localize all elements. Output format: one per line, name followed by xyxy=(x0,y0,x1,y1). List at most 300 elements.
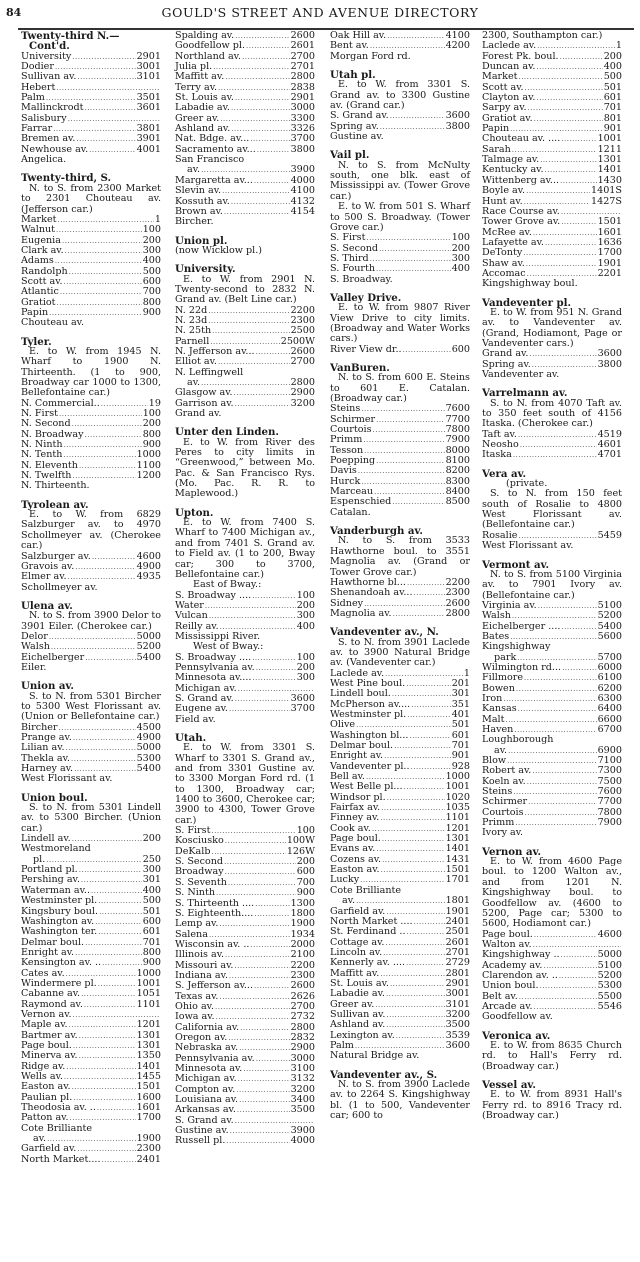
leader-dots xyxy=(98,979,136,989)
leader-dots xyxy=(211,826,295,836)
street-description xyxy=(330,638,470,669)
house-number: 301 xyxy=(451,688,470,700)
cross-street-name: Clayton av. xyxy=(482,92,536,104)
leader-dots xyxy=(376,415,444,425)
house-number: 2901 xyxy=(136,50,161,62)
leader-dots xyxy=(390,111,445,121)
house-number: 3901 xyxy=(136,133,161,145)
cross-street-name: Maple av. xyxy=(21,1019,68,1031)
cross-street-name: Bent av. xyxy=(330,40,369,52)
cross-street-name: West Pine boul. xyxy=(330,677,406,689)
street-description-text: N. to S. from 5100 Virginia av. to 7901 Ivory av. (Bellefontaine car.) xyxy=(482,568,622,601)
cross-street-name: Newhouse av. xyxy=(21,143,89,155)
leader-dots xyxy=(246,41,290,51)
house-number: 3500 xyxy=(290,1104,315,1116)
leader-dots xyxy=(237,1105,290,1115)
leader-dots xyxy=(73,733,136,743)
house-number: 3100 xyxy=(290,1063,315,1074)
leader-dots xyxy=(225,72,289,82)
cross-street-name: North Market .... xyxy=(330,915,413,927)
cross-street-row xyxy=(21,663,161,673)
leader-dots xyxy=(243,1064,289,1074)
cross-street-row xyxy=(21,256,161,266)
house-number: 928 xyxy=(451,760,470,772)
cross-street-row xyxy=(482,217,622,227)
cross-street-name: Lemp av. xyxy=(175,918,219,930)
house-number: 900 xyxy=(142,306,161,318)
house-number: 1001 xyxy=(597,133,622,145)
cross-street-name: Slevin av. xyxy=(175,185,222,197)
leader-dots xyxy=(406,958,445,968)
cross-street-name: Gratiot av. xyxy=(482,112,533,124)
leader-dots xyxy=(208,316,289,326)
house-number: 1301 xyxy=(136,1039,161,1051)
street-description-text: S. to N. from 5301 Bircher to 5300 West Florissant av. (Union or Bellefontaine car.) xyxy=(21,690,161,723)
street-entry xyxy=(21,337,161,492)
leader-dots xyxy=(225,836,286,846)
cross-street-name: Marceau xyxy=(330,486,374,498)
house-number: 19 xyxy=(148,397,161,409)
cross-street-name: Goodfellow av. xyxy=(482,1011,553,1023)
cross-street-name: Nebraska av. xyxy=(175,1042,239,1054)
leader-dots xyxy=(205,601,296,611)
street-entry xyxy=(330,70,470,142)
leader-dots xyxy=(92,552,136,562)
leader-dots xyxy=(56,225,142,235)
street-description xyxy=(482,570,622,601)
leader-dots xyxy=(252,673,295,683)
leader-dots xyxy=(386,1010,444,1020)
house-number: 1000 xyxy=(445,771,470,783)
cross-street-name: Boyle av. xyxy=(482,185,526,197)
directory-column-3 xyxy=(330,31,470,1129)
cross-street-name: Bremen av. xyxy=(21,133,76,145)
house-number: 1350 xyxy=(136,1050,161,1062)
house-number: 4600 xyxy=(597,928,622,940)
cross-street-name: Garfield av. xyxy=(21,1143,77,1155)
cross-street-name: Sullivan av. xyxy=(330,1008,386,1020)
leader-dots xyxy=(220,992,290,1002)
leader-dots xyxy=(403,345,451,355)
house-number: 3200 xyxy=(290,1083,315,1095)
cross-street-name: Dodier xyxy=(21,61,54,73)
street-description-text: S. to N. from 4070 Taft av. to 350 feet south of 4156 Itaska. (Cherokee car.) xyxy=(482,397,622,430)
house-number: 1636 xyxy=(597,236,622,248)
cross-street-row xyxy=(482,611,622,621)
street-description xyxy=(482,857,622,929)
cross-street-name: Ivory av. xyxy=(482,827,524,839)
street-heading: Utah. xyxy=(175,732,207,744)
leader-dots xyxy=(231,103,290,113)
cross-street-name: Taft av. xyxy=(482,428,517,440)
leader-dots xyxy=(540,981,597,991)
leader-dots xyxy=(385,938,444,948)
leader-dots xyxy=(386,989,445,999)
leader-dots xyxy=(409,731,450,741)
house-number: 2601 xyxy=(445,936,470,948)
leader-dots xyxy=(370,254,451,264)
street-description-text: N. to S. from 3533 Hawthorne boul. to 3551 Magnolia av. (Grand or Tower Grove car.) xyxy=(330,535,470,578)
cross-street-name: Kingshighway boul. xyxy=(482,278,578,290)
cross-street-name: West Florissant av. xyxy=(21,773,113,785)
street-heading: Tyrolean av. xyxy=(21,498,89,511)
house-number: 500 xyxy=(603,71,622,83)
cross-street-name: Clark av. xyxy=(21,244,64,256)
cross-street-row xyxy=(21,481,161,491)
cross-street-name: Kossuth av. xyxy=(175,195,230,207)
directory-column-1 xyxy=(21,31,161,1173)
street-heading: Vandeventer av., N. xyxy=(330,626,439,639)
cross-street-name: Virginia av. xyxy=(482,599,537,611)
house-number: 5100 xyxy=(597,599,622,611)
street-description xyxy=(175,743,315,826)
leader-dots xyxy=(375,1000,444,1010)
house-number: 600 xyxy=(451,343,470,355)
cross-street-name: St. Louis av. xyxy=(175,92,234,104)
leader-dots xyxy=(215,1002,290,1012)
street-description xyxy=(175,275,315,306)
cross-street-name: Garrison av. xyxy=(175,397,234,409)
house-number: 400 xyxy=(142,255,161,267)
cross-street-name: Lincoln av. xyxy=(330,946,383,958)
leader-dots xyxy=(561,622,596,632)
house-number: 800 xyxy=(142,296,161,308)
leader-dots xyxy=(225,867,296,877)
cross-street-name: Eichelberger xyxy=(21,651,85,663)
cross-street-name: Westminster pl. xyxy=(330,708,407,720)
street-description xyxy=(21,611,161,632)
leader-dots xyxy=(390,979,445,989)
house-number: 3800 xyxy=(290,143,315,155)
house-number: 8000 xyxy=(445,444,470,456)
street-heading: Valley Drive. xyxy=(330,291,402,304)
cross-street-name: Steins xyxy=(330,403,361,415)
cross-street-name: Greer av. xyxy=(175,112,220,124)
cross-street-name: Wilmington rd... xyxy=(482,661,562,673)
house-number: 200 xyxy=(451,242,470,254)
cross-street-name: Salena xyxy=(175,928,208,940)
cross-street-name: Elliot av. xyxy=(175,356,217,368)
house-number: 351 xyxy=(451,698,470,710)
cross-street-name: Scott av. xyxy=(21,275,63,287)
cross-street-name: Morgan Ford rd. xyxy=(330,50,411,62)
cross-street-row xyxy=(175,611,315,621)
cross-street-name: S. Broadway .... xyxy=(175,651,252,663)
street-description-text: E. to W. from 501 S. Wharf to 500 S. Broadway. (Tower Grove car.) xyxy=(330,201,470,233)
house-number: 600 xyxy=(142,275,161,287)
cross-street-name: av. xyxy=(494,744,508,756)
cross-street-name: Shenandoah av... xyxy=(330,587,413,599)
cross-street-row xyxy=(330,588,470,598)
leader-dots xyxy=(380,969,444,979)
leader-dots xyxy=(525,83,603,93)
leader-dots xyxy=(376,264,451,274)
house-number: 100 xyxy=(142,224,161,236)
leader-dots xyxy=(75,562,135,572)
cross-street-name: Greer av. xyxy=(330,998,375,1010)
cross-street-name: N. Eleventh xyxy=(21,459,78,471)
cross-street-row xyxy=(175,919,315,929)
leader-dots xyxy=(381,803,444,813)
house-number: 2600 xyxy=(290,980,315,992)
cross-street-name: Theodosia av. .. xyxy=(21,1102,96,1114)
house-number: 3600 xyxy=(445,1039,470,1051)
cross-street-name: Courtois xyxy=(482,806,524,818)
cross-street-name: Randolph xyxy=(21,265,68,277)
house-number: 100W xyxy=(286,835,315,847)
house-number: 1430 xyxy=(597,174,622,186)
house-number: 3600 xyxy=(445,110,470,122)
house-number: 2300 xyxy=(290,314,315,326)
cross-street-name: Wittenberg av... xyxy=(482,174,560,186)
street-heading: Vandeventer pl. xyxy=(482,296,572,309)
cross-street-name: Loughborough xyxy=(482,734,554,746)
leader-dots xyxy=(59,409,142,419)
leader-dots xyxy=(358,466,445,476)
cross-street-name: av. xyxy=(187,377,201,388)
leader-dots xyxy=(380,813,444,823)
cross-street-name: N. 25th xyxy=(175,325,212,337)
street-description-text: N. to S. from McNulty south, one blk. east of Mississippi av. (Tower Grove car.) xyxy=(330,159,470,202)
street-heading: Vermont av. xyxy=(482,558,550,571)
cross-street-name: av. xyxy=(342,895,356,907)
leader-dots xyxy=(238,1074,290,1084)
cross-street-row xyxy=(330,275,470,285)
street-description xyxy=(175,518,315,580)
cross-street-name: Duncan av. xyxy=(482,61,536,73)
cross-street-name: DeTonty xyxy=(482,247,523,259)
house-number: 7900 xyxy=(597,817,622,829)
house-number: 3326 xyxy=(290,123,315,135)
house-number: 3600 xyxy=(597,348,622,360)
leader-dots xyxy=(534,114,603,124)
house-number: 2626 xyxy=(290,990,315,1002)
house-number: 900 xyxy=(142,439,161,451)
cross-street-row xyxy=(330,508,470,518)
leader-dots xyxy=(528,103,603,113)
cross-street-row xyxy=(21,958,161,968)
house-number: 200 xyxy=(296,856,315,868)
leader-dots xyxy=(84,1000,136,1010)
house-number: 3601 xyxy=(136,102,161,114)
leader-dots xyxy=(508,746,597,756)
house-number: 7600 xyxy=(597,786,622,798)
street-heading: Union boul. xyxy=(21,791,88,804)
cross-street-name: Washington bl... xyxy=(330,729,409,741)
cross-street-name: Windermere pl. xyxy=(21,977,97,989)
leader-dots xyxy=(98,896,141,906)
house-number: 701 xyxy=(451,740,470,751)
house-number: 1301 xyxy=(445,833,470,845)
cross-street-row xyxy=(21,225,161,235)
leader-dots xyxy=(69,267,142,277)
street-heading: Unter den Linden. xyxy=(175,426,279,439)
leader-dots xyxy=(364,446,444,456)
house-number: 1900 xyxy=(136,1133,161,1145)
cross-street-name: Grand av. xyxy=(175,408,222,420)
house-number: 2701 xyxy=(445,946,470,958)
house-number: 5400 xyxy=(597,620,622,632)
house-number: 4900 xyxy=(136,560,161,572)
house-number: 2401 xyxy=(445,915,470,927)
cross-street-name: Palm xyxy=(330,1039,354,1051)
leader-dots xyxy=(561,217,596,227)
street-heading: Varrelmann av. xyxy=(482,387,568,400)
house-number: 4000 xyxy=(290,1135,315,1147)
cross-street-name: N. Ninth xyxy=(21,439,63,451)
cross-street-name: Indiana av. xyxy=(175,969,228,981)
street-description-text: E. to W. from 6829 Salzburger av. to 4970 Schollmeyer av. (Cherokee car.) xyxy=(21,509,161,552)
house-number: 1401 xyxy=(445,843,470,855)
leader-dots xyxy=(363,435,444,445)
cross-street-row xyxy=(175,888,315,898)
cross-street-row xyxy=(21,583,161,593)
leader-dots xyxy=(250,940,289,950)
cross-street-name: Sullivan av. xyxy=(21,71,77,83)
cross-street-name: S. Grand av. xyxy=(175,1114,234,1126)
cross-street-name: Sidney xyxy=(330,597,364,609)
cross-street-name: Atlantic xyxy=(21,286,59,298)
house-number: 2500 xyxy=(290,325,315,337)
cross-street-name: Tower Grove av. xyxy=(482,216,561,228)
cross-street-name: Salisbury xyxy=(21,112,67,124)
leader-dots xyxy=(526,259,597,269)
cross-street-name: Lindell boul. xyxy=(330,688,391,700)
house-number: 201 xyxy=(451,677,470,689)
house-number: 1211 xyxy=(597,143,622,155)
cross-street-name: Thekla av. xyxy=(21,752,70,764)
cross-street-name: N. Broadway xyxy=(21,428,84,440)
cross-street-row xyxy=(482,370,622,380)
cross-street-name: Julia pl. xyxy=(175,61,213,73)
cross-street-name: San Francisco xyxy=(175,154,245,166)
cross-street-row xyxy=(482,450,622,460)
leader-dots xyxy=(68,572,136,582)
house-number: 5459 xyxy=(597,529,622,541)
cross-street-name: Wisconsin av. .. xyxy=(175,938,250,950)
house-number: 700 xyxy=(296,876,315,888)
cross-street-name: Vandeventer av. xyxy=(482,369,560,380)
cross-street-name: Market xyxy=(21,213,57,225)
house-number: 1601 xyxy=(597,226,622,238)
cross-street-name: Patton av. xyxy=(21,1112,69,1124)
leader-dots xyxy=(393,609,445,619)
cross-street-name: Nat. Bdge. av... xyxy=(175,133,250,145)
house-number: 6100 xyxy=(597,672,622,684)
leader-dots xyxy=(505,715,596,725)
cross-street-row xyxy=(175,1136,315,1146)
leader-dots xyxy=(387,31,444,41)
cross-street-name: Espenschied xyxy=(330,496,392,508)
cross-street-name: Lafayette av. xyxy=(482,236,544,248)
street-entry xyxy=(482,31,622,290)
cross-street-row xyxy=(482,186,622,196)
cross-street-name: Spalding av. xyxy=(175,30,235,41)
leader-dots xyxy=(396,1031,445,1041)
house-number: 3500 xyxy=(445,1019,470,1031)
cross-street-name: Iron xyxy=(482,692,503,704)
leader-dots xyxy=(559,971,597,981)
leader-dots xyxy=(235,93,290,103)
leader-dots xyxy=(236,1085,289,1095)
cross-street-row xyxy=(175,950,315,960)
house-number: 301 xyxy=(142,874,161,886)
leader-dots xyxy=(79,865,142,875)
house-number: 2732 xyxy=(290,1011,315,1023)
street-heading: Vandeventer av., S. xyxy=(330,1068,438,1081)
cross-street-name: Illinois av. xyxy=(175,949,225,961)
cross-street-name: Union boul. xyxy=(482,980,539,992)
house-number: 2000 xyxy=(290,938,315,950)
cross-street-name: Delor xyxy=(21,630,48,642)
street-description-text: E. to W. from 8931 Hall's Ferry rd. to 8916 Tracy rd. (Broadway car.) xyxy=(482,1089,622,1122)
cross-street-name: Papin xyxy=(482,123,510,135)
cross-street-name: Walsh xyxy=(21,641,50,653)
cross-street-name: N. 22d xyxy=(175,304,208,316)
house-number: 900 xyxy=(142,957,161,969)
street-entry xyxy=(482,847,622,1023)
house-number: 2200 xyxy=(290,304,315,316)
cross-street-name: Lucky xyxy=(330,874,360,886)
leader-dots xyxy=(394,741,451,751)
leader-dots xyxy=(254,981,290,991)
leader-dots xyxy=(99,907,142,917)
house-number: 1700 xyxy=(597,247,622,259)
cross-street-name: Lindell av. xyxy=(21,833,71,845)
house-number: 2801 xyxy=(445,967,470,979)
leader-dots xyxy=(372,824,445,834)
cross-street-name: Page boul. xyxy=(21,1039,72,1051)
cross-street-name: Shaw av. xyxy=(482,257,525,269)
cross-street-name: Gustine av. xyxy=(330,131,384,143)
leader-dots xyxy=(220,114,289,124)
house-number: 3132 xyxy=(290,1073,315,1085)
cross-street-row xyxy=(330,132,470,142)
cross-street-name: Magnolia av. xyxy=(330,607,392,619)
leader-dots xyxy=(513,450,597,460)
street-description xyxy=(482,1041,622,1072)
cross-street-name: Portland pl. xyxy=(21,864,78,876)
house-number: 5100 xyxy=(597,959,622,971)
cross-street-name: Lilian av. xyxy=(21,742,65,754)
cross-street-name: Cook av. xyxy=(330,822,371,834)
cross-street-name: Missouri av. xyxy=(175,959,234,971)
house-number: 1700 xyxy=(136,1112,161,1124)
cross-street-name: Tesson xyxy=(330,444,364,456)
house-number: 200 xyxy=(142,234,161,246)
street-description-text: E. to W. from 8635 Church rd. to Hall's Ferry rd. (Broadway car.) xyxy=(482,1039,622,1072)
cross-street-name: Talmage av. xyxy=(482,154,540,166)
leader-dots xyxy=(89,145,135,155)
house-number: 5300 xyxy=(597,980,622,992)
street-entry xyxy=(482,560,622,839)
cross-street-name: Sarah xyxy=(482,143,511,155)
cross-street-name: Courtois xyxy=(330,424,372,436)
house-number: 300 xyxy=(451,252,470,264)
cross-street-name: Raymond av. xyxy=(21,998,83,1010)
house-number: 7700 xyxy=(445,413,470,425)
house-number: 4001 xyxy=(136,143,161,155)
cross-street-name: Hawthorne bl... xyxy=(330,576,406,588)
cross-street-name: Finney av. xyxy=(330,812,380,824)
house-number: 3001 xyxy=(445,988,470,1000)
house-number: 1301 xyxy=(136,1029,161,1041)
street-description: (now Wicklow pl.) xyxy=(175,244,263,256)
cross-street-name: Spring av. xyxy=(330,120,379,132)
house-number: 100 xyxy=(451,232,470,244)
leader-dots xyxy=(250,134,289,144)
leader-dots xyxy=(79,461,136,471)
